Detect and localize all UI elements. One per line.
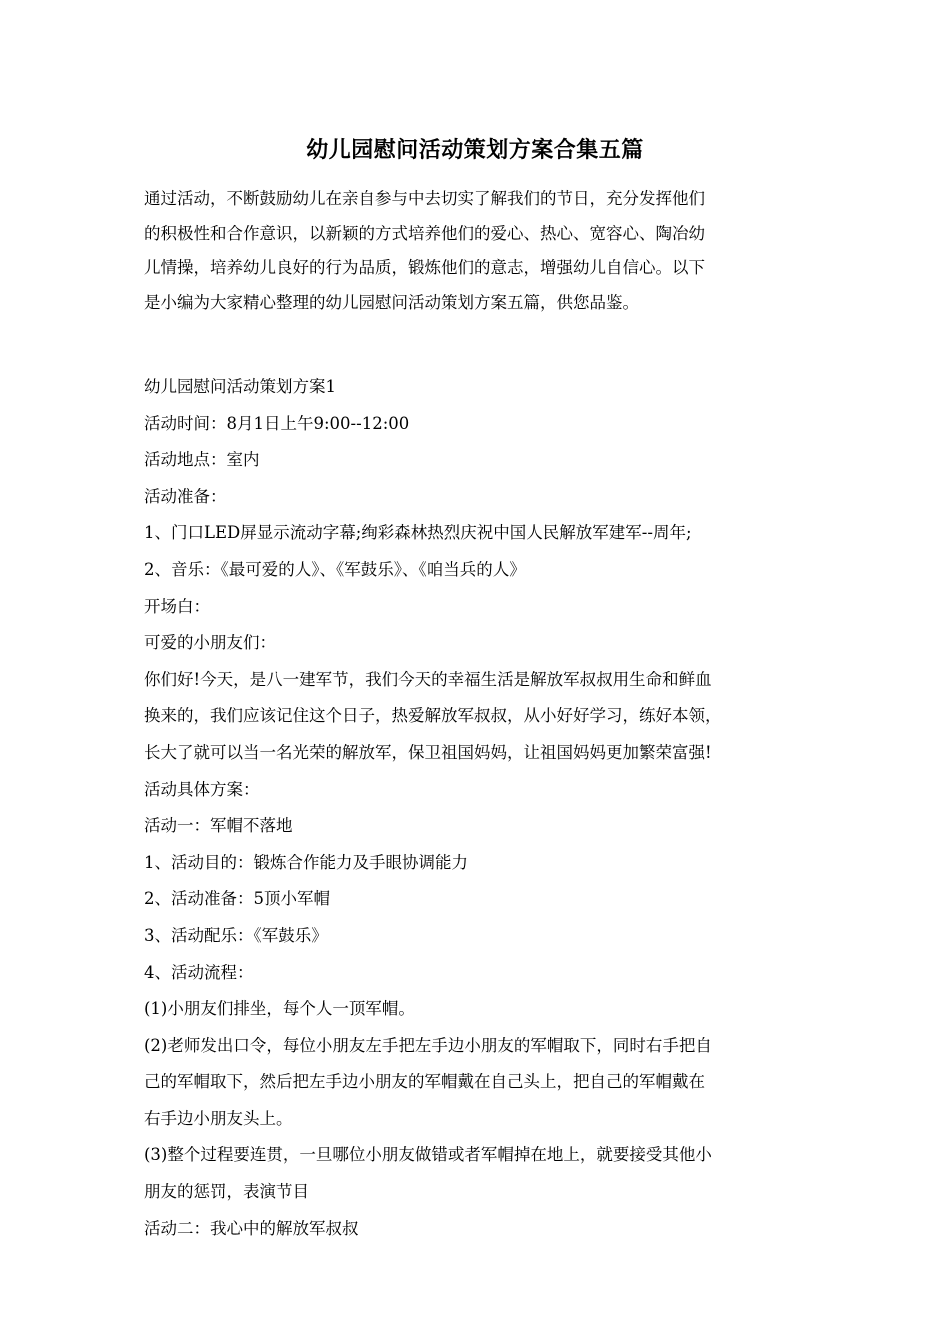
intro-line: 是小编为大家精心整理的幼儿园慰问活动策划方案五篇，供您品鉴。 <box>144 292 639 312</box>
process-step: 右手边小朋友头上。 <box>144 1108 293 1128</box>
plan-heading: 活动具体方案： <box>144 779 260 799</box>
activity-two-heading: 活动二：我心中的解放军叔叔 <box>144 1218 359 1238</box>
process-step: 己的军帽取下，然后把左手边小朋友的军帽戴在自己头上，把自己的军帽戴在 <box>144 1072 705 1092</box>
activity-item: 4、活动流程： <box>144 962 254 982</box>
process-step: 朋友的惩罚，表演节目 <box>144 1182 309 1202</box>
opening-remarks-heading: 开场白： <box>144 596 210 616</box>
activity-item: 3、活动配乐：《军鼓乐》 <box>144 925 328 945</box>
preparation-item: 2、音乐：《最可爱的人》、《军鼓乐》、《咱当兵的人》 <box>144 559 526 579</box>
paragraph-spacer <box>144 320 808 369</box>
process-step: (1)小朋友们排坐，每个人一顶军帽。 <box>144 999 415 1019</box>
greeting-line: 可爱的小朋友们： <box>144 633 276 653</box>
document-body <box>144 182 808 1247</box>
activity-item: 1、活动目的：锻炼合作能力及手眼协调能力 <box>144 852 468 872</box>
document-title: 幼儿园慰问活动策划方案合集五篇 <box>306 137 644 163</box>
section-heading: 幼儿园慰问活动策划方案1 <box>144 377 336 396</box>
speech-line: 你们好!今天，是八一建军节，我们今天的幸福生活是解放军叔叔用生命和鲜血 <box>144 669 712 689</box>
preparation-item: 1、门口LED屏显示流动字幕;绚彩森林热烈庆祝中国人民解放军建军--周年; <box>144 523 692 543</box>
process-step: (2)老师发出口令，每位小朋友左手把左手边小朋友的军帽取下，同时右手把自 <box>144 1035 712 1055</box>
intro-line: 儿情操，培养幼儿良好的行为品质，锻炼他们的意志，增强幼儿自信心。以下 <box>144 258 705 277</box>
activity-one-heading: 活动一：军帽不落地 <box>144 816 293 836</box>
activity-location: 活动地点：室内 <box>144 450 260 470</box>
plan-section-1 <box>144 369 808 1247</box>
speech-line: 换来的，我们应该记住这个日子，热爱解放军叔叔，从小好好学习，练好本领， <box>144 706 722 726</box>
process-step: (3)整个过程要连贯，一旦哪位小朋友做错或者军帽掉在地上，就要接受其他小 <box>144 1145 712 1165</box>
intro-line: 通过活动，不断鼓励幼儿在亲自参与中去切实了解我们的节日，充分发挥他们 <box>144 189 705 208</box>
speech-line: 长大了就可以当一名光荣的解放军，保卫祖国妈妈，让祖国妈妈更加繁荣富强! <box>144 742 712 762</box>
activity-item: 2、活动准备：5顶小军帽 <box>144 889 330 909</box>
intro-line: 的积极性和合作意识，以新颖的方式培养他们的爱心、热心、宽容心、陶冶幼 <box>144 223 705 243</box>
activity-time: 活动时间：8月1日上午9:00--12:00 <box>144 413 410 433</box>
intro-paragraph <box>144 182 808 320</box>
activity-preparation-heading: 活动准备： <box>144 486 227 506</box>
